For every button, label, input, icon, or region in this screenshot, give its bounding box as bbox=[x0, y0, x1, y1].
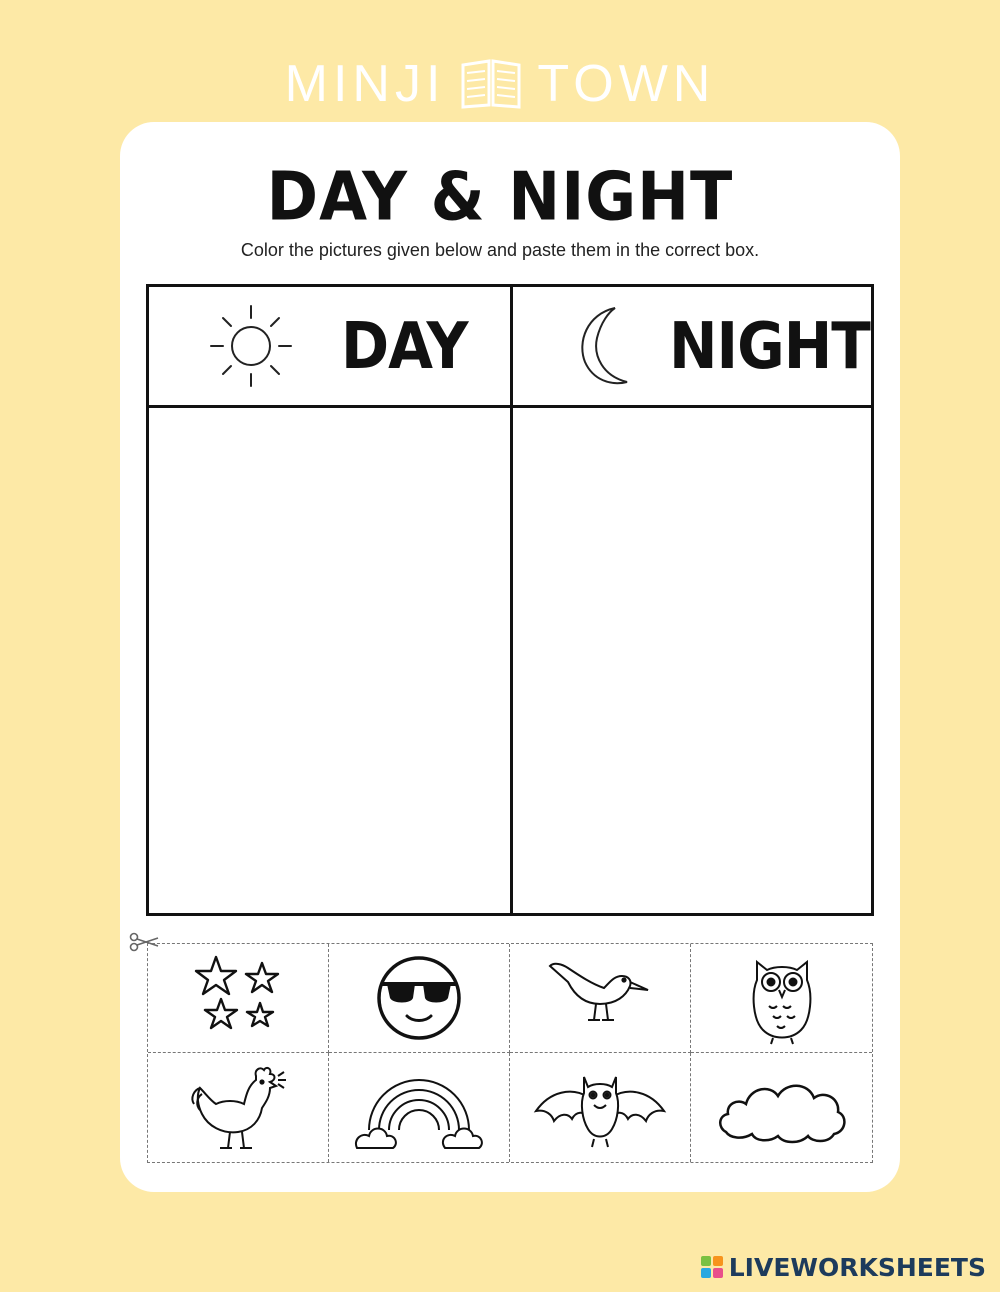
cutout-grid bbox=[147, 943, 873, 1163]
day-header bbox=[203, 287, 467, 405]
footer-text: LIVEWORKSHEETS bbox=[728, 1252, 986, 1282]
cutout-stars[interactable] bbox=[148, 944, 329, 1053]
brand-logo bbox=[0, 54, 1000, 114]
night-label: NIGHT bbox=[669, 308, 870, 384]
brand-left: MINJI bbox=[284, 55, 446, 113]
cutout-sun-sunglasses[interactable] bbox=[329, 944, 510, 1053]
liveworksheets-icon bbox=[701, 1256, 723, 1278]
sun-icon bbox=[203, 298, 299, 394]
instructions: Color the pictures given below and paste them in the correct box. bbox=[240, 240, 760, 260]
cutout-bird[interactable] bbox=[510, 944, 691, 1053]
cutout-bat[interactable] bbox=[510, 1053, 691, 1162]
cutout-rooster[interactable] bbox=[148, 1053, 329, 1162]
rooster-icon bbox=[186, 1060, 290, 1156]
night-header bbox=[569, 287, 870, 405]
moon-icon bbox=[569, 298, 639, 394]
day-label: DAY bbox=[341, 308, 468, 384]
cutout-owl[interactable] bbox=[691, 944, 872, 1053]
owl-icon bbox=[745, 950, 819, 1046]
worksheet-title: DAY & NIGHT bbox=[266, 157, 734, 236]
stars-icon bbox=[188, 953, 288, 1043]
brand-right: TOWN bbox=[537, 55, 716, 113]
day-drop-zone[interactable] bbox=[149, 408, 510, 916]
rainbow-icon bbox=[353, 1060, 485, 1156]
footer-logo bbox=[701, 1250, 986, 1284]
bird-icon bbox=[544, 958, 656, 1038]
cutout-cloud[interactable] bbox=[691, 1053, 872, 1162]
cloud-icon bbox=[716, 1068, 848, 1148]
sunglasses-sun-icon bbox=[371, 950, 467, 1046]
night-drop-zone[interactable] bbox=[513, 408, 871, 916]
sorting-table bbox=[146, 284, 874, 916]
cutout-rainbow[interactable] bbox=[329, 1053, 510, 1162]
bat-icon bbox=[532, 1063, 668, 1153]
book-icon bbox=[459, 57, 523, 111]
